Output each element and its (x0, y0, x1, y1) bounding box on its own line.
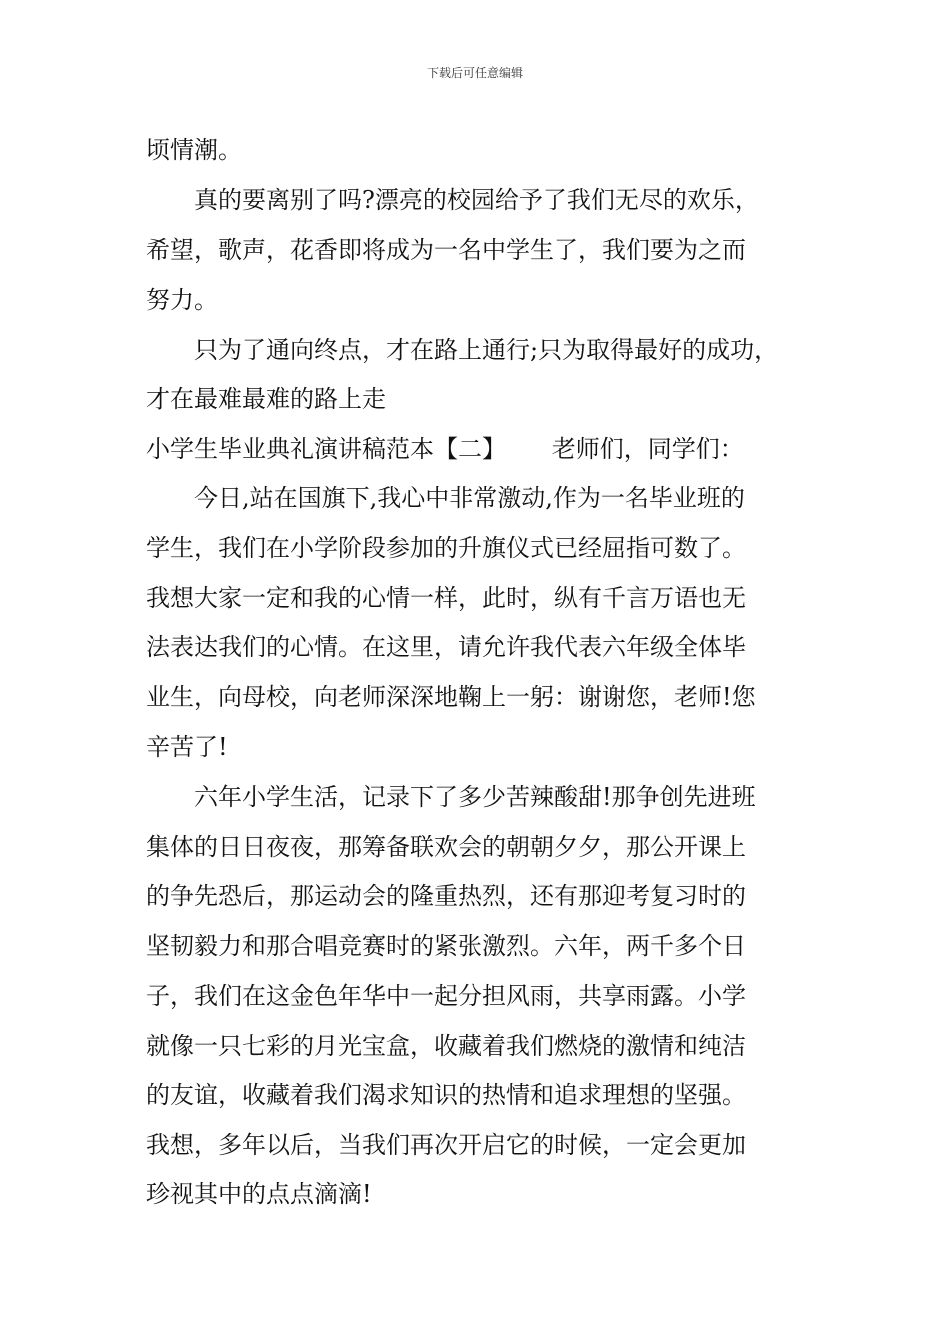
text-line: 法表达我们的心情。在这里，请允许我代表六年级全体毕 (146, 633, 746, 661)
text-line: 只为了通向终点，才在路上通行;只为取得最好的成功， (194, 336, 779, 364)
text-line: 六年小学生活，记录下了多少苦辣酸甜!那争创先进班 (194, 783, 756, 811)
text-line: 的友谊，收藏着我们渴求知识的热情和追求理想的坚强。 (146, 1081, 746, 1109)
text-line: 集体的日日夜夜，那筹备联欢会的朝朝夕夕，那公开课上 (146, 833, 746, 861)
text-line: 辛苦了! (146, 733, 228, 761)
text-line: 子，我们在这金色年华中一起分担风雨，共享雨露。小学 (146, 982, 746, 1010)
text-line: 顷情潮。 (146, 136, 242, 164)
text-line: 今日,站在国旗下,我心中非常激动,作为一名毕业班的 (194, 484, 745, 512)
page-header: 下载后可任意编辑 (426, 66, 523, 80)
text-line: 真的要离别了吗?漂亮的校园给予了我们无尽的欢乐， (194, 186, 759, 214)
text-line: 我想，多年以后，当我们再次开启它的时候，一定会更加 (146, 1131, 746, 1159)
text-line: 就像一只七彩的月光宝盒，收藏着我们燃烧的激情和纯洁 (146, 1032, 746, 1060)
text-line: 坚韧毅力和那合唱竞赛时的紧张激烈。六年，两千多个日 (146, 932, 746, 960)
text-line: 学生，我们在小学阶段参加的升旗仪式已经屈指可数了。 (146, 534, 746, 562)
section-heading-line: 小学生毕业典礼演讲稿范本【二】 老师们，同学们： (146, 435, 744, 463)
text-line: 我想大家一定和我的心情一样，此时，纵有千言万语也无 (146, 584, 746, 612)
text-line: 业生，向母校，向老师深深地鞠上一躬：谢谢您，老师!您 (146, 683, 756, 711)
text-line: 才在最难最难的路上走 (146, 385, 386, 413)
text-line: 希望，歌声，花香即将成为一名中学生了，我们要为之而 (146, 236, 746, 264)
text-line: 珍视其中的点点滴滴! (146, 1180, 372, 1208)
text-line: 努力。 (146, 286, 218, 314)
text-line: 的争先恐后，那运动会的隆重热烈，还有那迎考复习时的 (146, 882, 746, 910)
